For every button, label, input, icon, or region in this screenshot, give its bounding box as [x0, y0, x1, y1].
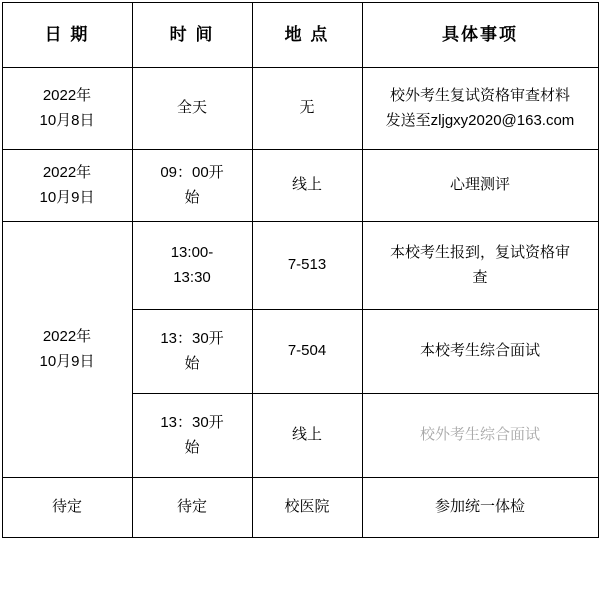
table-body — [2, 68, 598, 538]
cell-date — [2, 478, 132, 538]
time-line: 始 — [184, 188, 200, 206]
cell-time — [132, 394, 252, 478]
time-line: 13：30开 — [160, 329, 224, 347]
table-row — [2, 478, 598, 538]
cell-place — [252, 394, 362, 478]
cell-time — [132, 478, 252, 538]
date-line: 10月9日 — [39, 188, 95, 206]
detail-line: 参加统一体检 — [434, 498, 525, 516]
place-line: 7-513 — [287, 256, 327, 274]
detail-line: 本校考生报到，复试资格审 — [389, 243, 570, 261]
cell-date — [2, 150, 132, 222]
cell-place — [252, 478, 362, 538]
cell-place — [252, 222, 362, 310]
table-header — [2, 3, 598, 68]
cell-detail — [362, 394, 598, 478]
place-line: 线上 — [291, 426, 322, 444]
detail-line: 发送至zljgxy2020@163.com — [385, 111, 575, 129]
table-row — [2, 68, 598, 150]
time-line: 待定 — [176, 498, 207, 516]
table-row — [2, 222, 598, 310]
column-header-time: 时 间 — [132, 3, 252, 68]
place-line: 无 — [299, 99, 315, 117]
cell-place — [252, 68, 362, 150]
cell-detail — [362, 222, 598, 310]
date-line: 待定 — [51, 498, 82, 516]
time-line: 始 — [184, 438, 200, 456]
column-header-place: 地 点 — [252, 3, 362, 68]
detail-line: 查 — [472, 268, 488, 286]
cell-time — [132, 150, 252, 222]
table-row — [2, 150, 598, 222]
cell-time — [132, 222, 252, 310]
time-line: 始 — [184, 354, 200, 372]
time-line: 13:30 — [173, 268, 211, 286]
schedule-table — [2, 2, 599, 538]
time-line: 09：00开 — [160, 163, 224, 181]
time-line: 全天 — [176, 99, 207, 117]
cell-detail — [362, 68, 598, 150]
cell-place — [252, 150, 362, 222]
detail-line: 心理测评 — [449, 176, 510, 194]
detail-line: 校外考生复试资格审查材料 — [389, 86, 570, 104]
time-line: 13：30开 — [160, 413, 224, 431]
date-line: 2022年 — [42, 327, 92, 345]
detail-line: 本校考生综合面试 — [419, 342, 540, 360]
cell-detail — [362, 478, 598, 538]
cell-time — [132, 68, 252, 150]
table-header-row — [2, 3, 598, 68]
place-line: 校医院 — [284, 498, 330, 516]
column-header-detail: 具体事项 — [362, 3, 598, 68]
place-line: 线上 — [291, 176, 322, 194]
date-line: 2022年 — [42, 86, 92, 104]
cell-detail — [362, 150, 598, 222]
cell-place — [252, 310, 362, 394]
date-line: 2022年 — [42, 163, 92, 181]
place-line: 7-504 — [287, 342, 327, 360]
cell-date — [2, 68, 132, 150]
date-line: 10月9日 — [39, 352, 95, 370]
cell-detail — [362, 310, 598, 394]
detail-line: 校外考生综合面试 — [419, 426, 540, 444]
cell-time — [132, 310, 252, 394]
column-header-date: 日 期 — [2, 3, 132, 68]
cell-date — [2, 222, 132, 478]
date-line: 10月8日 — [39, 111, 95, 129]
time-line: 13:00- — [170, 243, 214, 261]
